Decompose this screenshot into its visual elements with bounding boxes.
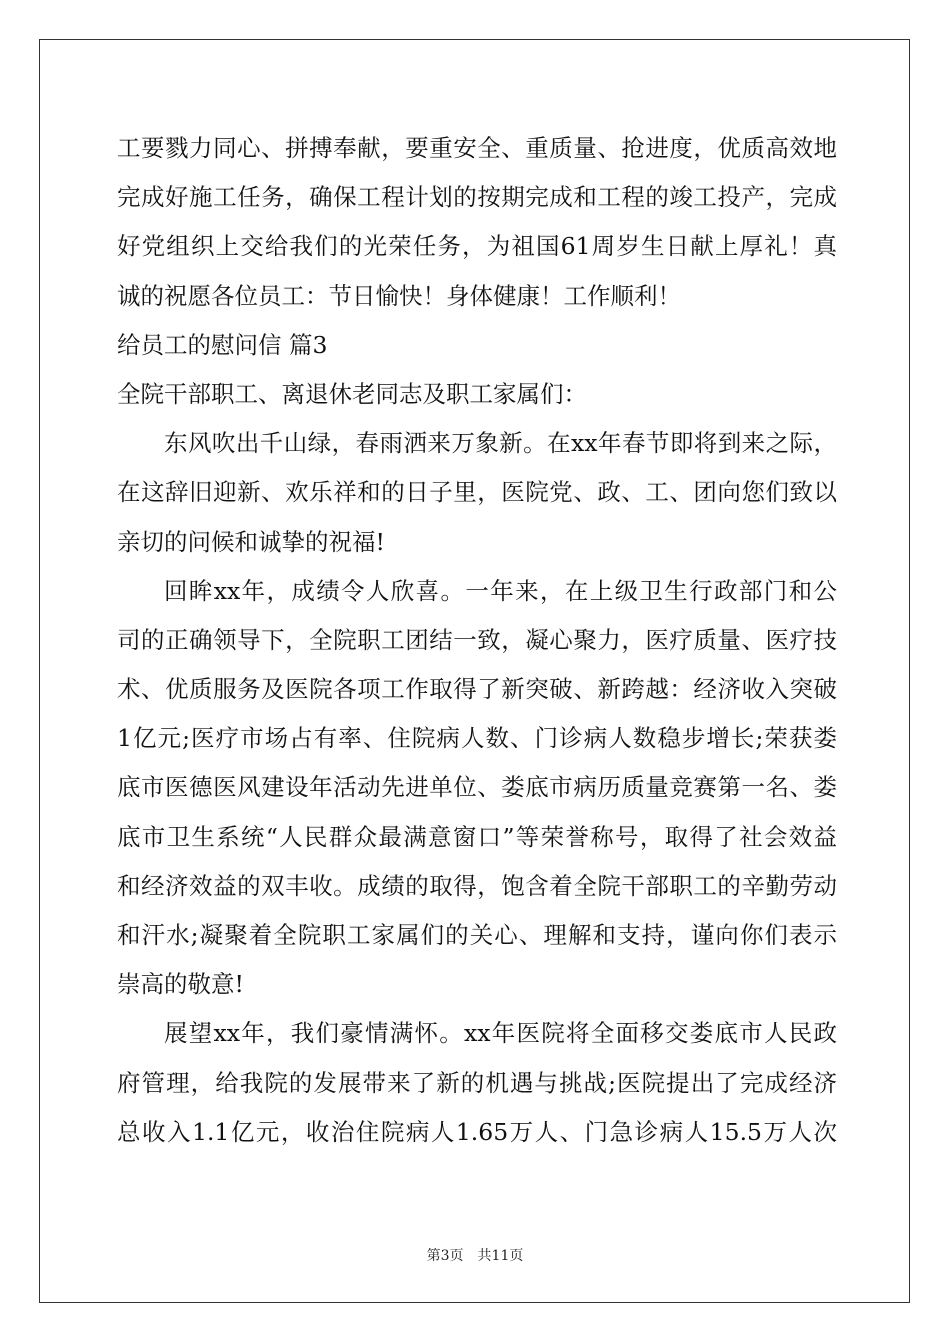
paragraph-line: 底市卫生系统“人民群众最满意窗口”等荣誉称号，取得了社会效益 [117, 822, 837, 851]
paragraph-line: 和汗水;凝聚着全院职工家属们的关心、理解和支持，谨向你们表示 [117, 921, 837, 949]
paragraph-line: 好党组织上交给我们的光荣任务，为祖国61周岁生日献上厚礼！真 [117, 232, 837, 261]
paragraph-line: 诚的祝愿各位员工：节日愉快！身体健康！工作顺利！ [117, 281, 681, 310]
paragraph-line: 崇高的敬意! [117, 970, 244, 999]
paragraph-line: 在这辞旧迎新、欢乐祥和的日子里，医院党、政、工、团向您们致以 [117, 478, 837, 507]
page-number: 第3页 [426, 1248, 464, 1264]
paragraph-line: 府管理，给我院的发展带来了新的机遇与挑战;医院提出了完成经济 [117, 1068, 837, 1097]
page-total: 共11页 [477, 1248, 524, 1264]
paragraph-line: 术、优质服务及医院各项工作取得了新突破、新跨越：经济收入突破 [117, 675, 837, 704]
paragraph-line: 东风吹出千山绿，春雨洒来万象新。在xx年春节即将到来之际， [164, 429, 837, 458]
paragraph-line: 完成好施工任务，确保工程计划的按期完成和工程的竣工投产，完成 [117, 183, 837, 212]
paragraph-line: 1亿元;医疗市场占有率、住院病人数、门诊病人数稳步增长;荣获娄 [117, 724, 837, 753]
paragraph-line: 和经济效益的双丰收。成绩的取得，饱含着全院干部职工的辛勤劳动 [117, 871, 837, 900]
section-heading: 给员工的慰问信 篇3 [117, 330, 328, 359]
paragraph-line: 总收入1.1亿元，收治住院病人1.65万人、门急诊病人15.5万人次 [117, 1117, 837, 1146]
page-footer [0, 1245, 950, 1265]
paragraph-line: 展望xx年，我们豪情满怀。xx年医院将全面移交娄底市人民政 [164, 1019, 837, 1048]
paragraph-line: 回眸xx年，成绩令人欣喜。一年来，在上级卫生行政部门和公 [164, 576, 837, 605]
paragraph-line: 工要戮力同心、拼搏奉献，要重安全、重质量、抢进度，优质高效地 [117, 134, 837, 162]
paragraph-line: 亲切的问候和诚挚的祝福! [117, 527, 385, 556]
paragraph-line: 司的正确领导下，全院职工团结一致，凝心聚力，医疗质量、医疗技 [117, 625, 837, 654]
document-body [117, 124, 837, 1157]
paragraph-line: 底市医德医风建设年活动先进单位、娄底市病历质量竞赛第一名、娄 [117, 773, 837, 802]
salutation: 全院干部职工、离退休老同志及职工家属们： [117, 379, 587, 408]
